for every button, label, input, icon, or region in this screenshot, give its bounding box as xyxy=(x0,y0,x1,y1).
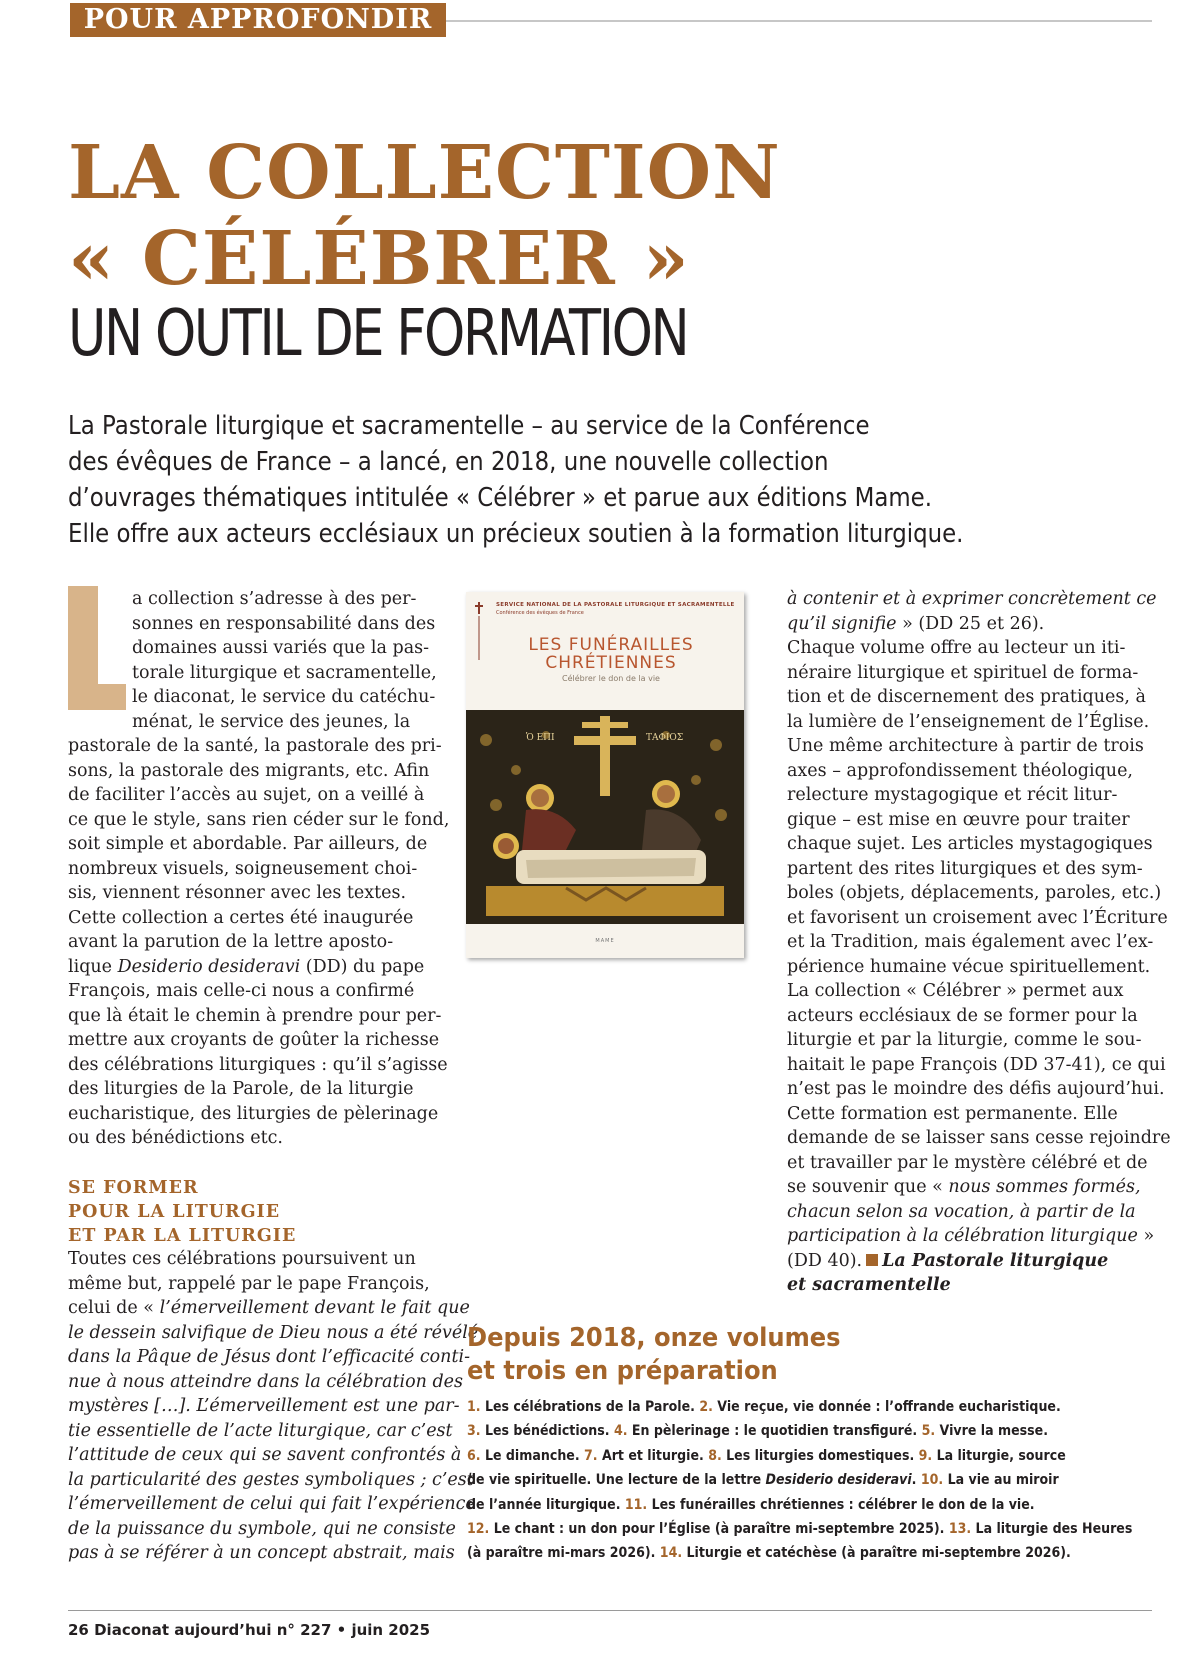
quote-line: tie essentielle de l’acte liturgique, car c’est xyxy=(68,1420,453,1441)
text-line: sis, viennent résonner avec les textes. xyxy=(68,883,407,903)
text-line: demande de se laisser sans cesse rejoindre xyxy=(787,1128,1171,1148)
lead-line: d’ouvrages thématiques intitulée « Célébrer » et parue aux éditions Mame. xyxy=(68,483,933,513)
text-line: liturgie et par la liturgie, comme le sou- xyxy=(787,1030,1142,1050)
list-number: 9. xyxy=(918,1447,933,1464)
page-number: 26 xyxy=(68,1621,89,1639)
text-line: partent des rites liturgiques et des sym- xyxy=(787,858,1143,879)
list-line xyxy=(467,1493,1097,1517)
text-line: avant la parution de la lettre aposto- xyxy=(68,932,394,952)
book-series-label: SERVICE NATIONAL DE LA PASTORALE LITURGIQUE ET SACRAMENTELLE xyxy=(496,602,735,608)
page-footer xyxy=(68,1621,430,1639)
list-number: 8. xyxy=(708,1447,722,1464)
text-line: acteurs ecclésiaux de se former pour la xyxy=(787,1005,1138,1026)
quote-fragment: l’émerveillement devant le fait que xyxy=(159,1298,470,1318)
text-line: nombreux visuels, soigneusement choi- xyxy=(68,858,418,879)
quote-fragment: participation à la célébration liturgique xyxy=(787,1226,1138,1246)
list-number: 12. xyxy=(467,1521,490,1538)
list-number: 11. xyxy=(624,1496,648,1513)
heading-line: SE FORMER xyxy=(68,1178,199,1198)
quote-line: dans la Pâque de Jésus dont l’efficacité conti- xyxy=(68,1347,470,1367)
text-line: mettre aux croyants de goûter la richesse xyxy=(68,1030,440,1050)
citation-title: Desiderio desideravi xyxy=(765,1472,912,1489)
text-line: sonnes en responsabilité dans des xyxy=(132,613,436,634)
quote-line: l’attitude de ceux qui se savent confrontés à xyxy=(68,1445,462,1465)
list-item: (à paraître mi-mars 2026). xyxy=(467,1545,656,1562)
list-item: Liturgie et catéchèse (à paraître mi-septembre 2026). xyxy=(686,1545,1071,1562)
text-line: et travailler par le mystère célébré et de xyxy=(787,1152,1148,1173)
list-item: Art et liturgie. xyxy=(601,1447,704,1464)
text-fragment: (DD) du pape xyxy=(305,956,425,977)
text-line: même but, rappelé par le pape François, xyxy=(68,1273,430,1294)
list-item: Le dimanche. xyxy=(484,1447,580,1464)
list-item: Les célébrations de la Parole. xyxy=(484,1399,695,1415)
list-line xyxy=(467,1419,1097,1443)
text-line: haitait le pape François (DD 37-41), ce qui xyxy=(787,1054,1166,1075)
text-line: la lumière de l’enseignement de l’Église. xyxy=(787,711,1150,732)
article-subtitle: UN OUTIL DE FORMATION xyxy=(68,297,688,371)
text-line: eucharistique, des liturgies de pèlerinage xyxy=(68,1103,439,1124)
list-number: 3. xyxy=(467,1423,481,1440)
quote-line: de la puissance du symbole, qui ne consiste xyxy=(68,1518,456,1539)
book-publisher: MAME xyxy=(595,938,615,944)
lead-line: La Pastorale liturgique et sacramentelle – au service de la Conférence xyxy=(68,411,870,441)
list-item: La liturgie, source xyxy=(936,1447,1066,1464)
quote-line: mystères […]. L’émerveillement est une par- xyxy=(68,1396,460,1416)
list-number: 14. xyxy=(659,1545,683,1562)
text-line: pastorale de la santé, la pastorale des pri- xyxy=(68,736,442,756)
end-mark-square xyxy=(866,1254,878,1266)
title-line-1: LA COLLECTION xyxy=(68,130,781,216)
lead-line: des évêques de France – a lancé, en 2018, une nouvelle collection xyxy=(68,447,829,477)
citation-title: Desiderio desideravi xyxy=(117,956,301,977)
text-line: périence humaine vécue spirituellement. xyxy=(787,956,1151,977)
text-line xyxy=(787,1175,1143,1200)
text-line: néraire liturgique et spirituel de forma- xyxy=(787,662,1139,683)
quote-line: à contenir et à exprimer concrètement ce xyxy=(787,589,1157,609)
text-line: boles (objets, déplacements, paroles, etc.) xyxy=(787,883,1162,903)
list-item: Vivre la messe. xyxy=(939,1423,1048,1440)
list-item: La vie au miroir xyxy=(947,1472,1059,1489)
text-line xyxy=(787,1249,1143,1274)
heading-line: POUR LA LITURGIE xyxy=(68,1202,281,1222)
text-fragment: se souvenir que « xyxy=(787,1177,943,1197)
book-series-sublabel: Conférence des évêques de France xyxy=(496,610,584,616)
list-number: 13. xyxy=(948,1521,972,1538)
text-line: ce que le style, sans rien céder sur le fond, xyxy=(68,809,450,830)
text-line: sons, la pastorale des migrants, etc. Afin xyxy=(68,760,430,781)
book-subtitle: Célébrer le don de la vie xyxy=(562,674,660,683)
bottom-divider xyxy=(68,1610,1152,1611)
cross-icon xyxy=(474,602,484,662)
icon-painting-image xyxy=(466,710,744,924)
signature-line: et sacramentelle xyxy=(787,1275,951,1295)
text-line: relecture mystagogique et récit litur- xyxy=(787,785,1118,805)
quote-line: nue à nous atteindre dans la célébration des xyxy=(68,1371,463,1392)
text-line: ménat, le service des jeunes, la xyxy=(132,711,411,732)
text-line: et favorisent un croisement avec l’Écriture xyxy=(787,907,1168,928)
book-title: LES FUNÉRAILLES CHRÉTIENNES xyxy=(528,635,694,673)
icon-inscription-left: Ὁ ΕΠΙ xyxy=(526,733,555,743)
list-number: 5. xyxy=(921,1423,936,1440)
list-line xyxy=(467,1517,1133,1541)
text-line: des célébrations liturgiques : qu’il s’agisse xyxy=(68,1054,448,1075)
magazine-info: Diaconat aujourd’hui n° 227 • juin 2025 xyxy=(94,1621,431,1639)
box-title-line: Depuis 2018, onze volumes xyxy=(467,1323,841,1353)
list-item: Vie reçue, vie donnée : l’offrande eucharistique. xyxy=(717,1399,1061,1415)
quote-line: la particularité des gestes symboliques ; c’est xyxy=(68,1469,474,1490)
text-line: de faciliter l’accès au sujet, on a veillé à xyxy=(68,785,425,805)
quote-line: pas à se référer à un concept abstrait, mais xyxy=(68,1543,455,1563)
top-divider xyxy=(446,20,1152,22)
quote-fragment: qu’il signifie xyxy=(787,613,897,634)
section-heading xyxy=(68,1176,296,1248)
title-line-2: « CÉLÉBRER » xyxy=(68,216,690,302)
list-number: 1. xyxy=(467,1399,481,1415)
list-line xyxy=(467,1395,1097,1419)
quote-line: chacun selon sa vocation, à partir de la xyxy=(787,1201,1136,1222)
list-number: 10. xyxy=(920,1472,944,1489)
list-number: 7. xyxy=(584,1447,598,1464)
list-number: 2. xyxy=(699,1399,713,1415)
list-item: de vie spirituelle. Une lecture de la lettre xyxy=(467,1472,762,1489)
icon-inscription-right: ΤΑΦΙΟΣ xyxy=(646,733,684,743)
text-line: François, mais celle-ci nous a confirmé xyxy=(68,981,415,1001)
list-item: Les bénédictions. xyxy=(484,1423,610,1440)
heading-line: ET PAR LA LITURGIE xyxy=(68,1226,297,1246)
text-fragment: celui de « xyxy=(68,1298,155,1318)
list-number: 4. xyxy=(613,1423,628,1440)
text-line: des liturgies de la Parole, de la liturgie xyxy=(68,1079,414,1099)
signature: La Pastorale liturgique xyxy=(882,1250,1109,1271)
list-number: 6. xyxy=(467,1447,481,1464)
quote-line: l’émerveillement de celui qui fait l’expérience xyxy=(68,1494,476,1514)
list-item: . xyxy=(911,1472,917,1489)
volumes-box-title xyxy=(467,1322,841,1388)
section-banner: POUR APPROFONDIR xyxy=(70,3,446,37)
lead-line: Elle offre aux acteurs ecclésiaux un précieux soutien à la formation liturgique. xyxy=(68,519,964,549)
text-line: et la Tradition, mais également avec l’ex- xyxy=(787,932,1154,952)
text-line: axes – approfondissement théologique, xyxy=(787,760,1133,781)
text-line xyxy=(787,1224,1155,1249)
box-title-line: et trois en préparation xyxy=(467,1356,778,1386)
book-cover-image xyxy=(466,592,744,958)
volumes-list xyxy=(467,1395,1133,1566)
text-line: Chaque volume offre au lecteur un iti- xyxy=(787,638,1126,658)
text-line xyxy=(68,1296,470,1321)
text-line: ou des bénédictions etc. xyxy=(68,1128,283,1148)
text-line: a collection s’adresse à des per- xyxy=(132,589,417,609)
text-line: torale liturgique et sacramentelle, xyxy=(132,662,437,683)
text-line xyxy=(787,612,1143,637)
list-line xyxy=(467,1468,1097,1492)
list-line xyxy=(467,1444,1097,1468)
text-line: Cette formation est permanente. Elle xyxy=(787,1103,1118,1124)
list-item: En pèlerinage : le quotidien transfiguré. xyxy=(631,1423,918,1440)
text-fragment: » (DD 25 et 26). xyxy=(902,613,1045,634)
text-line: domaines aussi variés que la pas- xyxy=(132,638,430,658)
text-line: que là était le chemin à prendre pour per- xyxy=(68,1005,442,1026)
column-3-paragraph xyxy=(787,587,1171,1298)
text-fragment: (DD 40). xyxy=(787,1250,863,1271)
text-line: le diaconat, le service du catéchu- xyxy=(132,687,436,707)
text-line: soit simple et abordable. Par ailleurs, de xyxy=(68,834,428,854)
list-item: Les liturgies domestiques. xyxy=(726,1447,915,1464)
list-item: Le chant : un don pour l’Église (à paraître mi-septembre 2025). xyxy=(493,1521,945,1538)
text-line: Toutes ces célébrations poursuivent un xyxy=(68,1249,416,1269)
text-line: gique – est mise en œuvre pour traiter xyxy=(787,809,1130,830)
list-item: Les funérailles chrétiennes : célébrer le don de la vie. xyxy=(651,1496,1035,1513)
text-line: Une même architecture à partir de trois xyxy=(787,736,1144,756)
column-1-paragraph xyxy=(68,587,450,1151)
text-line: tion et de discernement des pratiques, à xyxy=(787,687,1146,707)
lead-paragraph xyxy=(68,408,964,552)
text-fragment: lique xyxy=(68,956,113,977)
text-line xyxy=(68,955,430,980)
text-fragment: » xyxy=(1143,1226,1155,1246)
list-line xyxy=(467,1541,1097,1565)
text-line: n’est pas le moindre des défis aujourd’hui. xyxy=(787,1079,1165,1099)
list-item: de l’année liturgique. xyxy=(467,1496,621,1513)
text-line: chaque sujet. Les articles mystagogiques xyxy=(787,834,1153,854)
text-line: La collection « Célébrer » permet aux xyxy=(787,981,1124,1001)
article-title xyxy=(68,130,781,302)
list-item: La liturgie des Heures xyxy=(975,1521,1133,1538)
quote-line: le dessein salvifique de Dieu nous a été révélé xyxy=(68,1322,479,1343)
quote-fragment: nous sommes formés, xyxy=(948,1177,1141,1197)
text-line: Cette collection a certes été inaugurée xyxy=(68,907,414,928)
